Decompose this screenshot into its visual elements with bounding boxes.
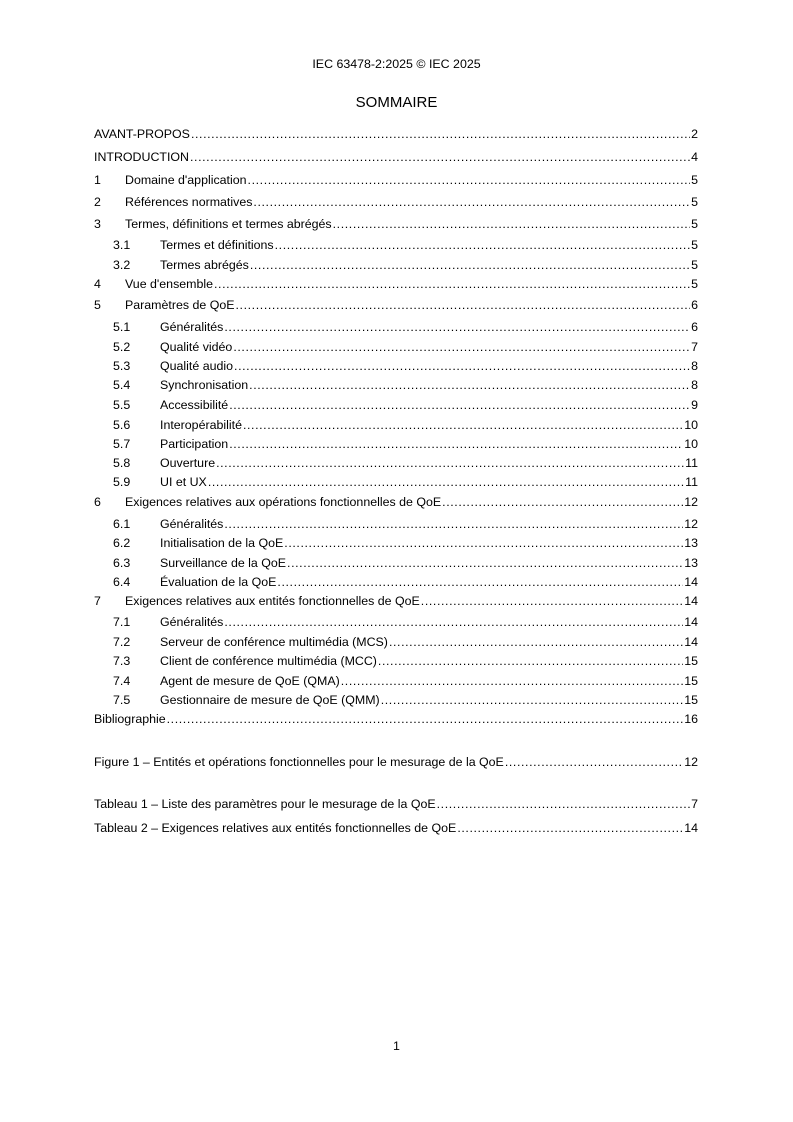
- toc-entry-label: Termes abrégés: [160, 258, 249, 272]
- dot-leader: [233, 339, 690, 355]
- toc-entry-page: 5: [691, 173, 698, 187]
- toc-entry-label: Initialisation de la QoE: [160, 536, 284, 550]
- toc-entry-number: 5.3: [113, 359, 131, 373]
- toc-entry[interactable]: [94, 297, 698, 313]
- toc-entry-page: 10: [684, 418, 698, 432]
- toc-entry-number: 3.1: [113, 238, 131, 252]
- dot-leader: [190, 149, 690, 165]
- toc-entry-label: Synchronisation: [160, 378, 249, 392]
- toc-entry[interactable]: [94, 535, 698, 551]
- toc-entry[interactable]: [94, 377, 698, 393]
- toc-entry-page: 15: [684, 654, 698, 668]
- toc-entry-label: Généralités: [160, 615, 224, 629]
- toc-entry-number: 4: [94, 277, 101, 291]
- toc-entry-label: Participation: [160, 437, 229, 451]
- toc-entry-page: 5: [691, 195, 698, 209]
- toc-entry-page: 14: [684, 575, 698, 589]
- toc-entry-number: 2: [94, 195, 101, 209]
- dot-leader: [224, 319, 690, 335]
- toc-entry-label: Tableau 2 – Exigences relatives aux entités fonctionnelles de QoE: [94, 821, 457, 835]
- table-list-entry[interactable]: [94, 820, 698, 836]
- toc-entry-page: 2: [691, 127, 698, 141]
- toc-entry-page: 12: [684, 755, 698, 769]
- dot-leader: [249, 377, 690, 393]
- dot-leader: [229, 436, 683, 452]
- document-header: IEC 63478-2:2025 © IEC 2025: [312, 57, 481, 71]
- dot-leader: [214, 276, 690, 292]
- toc-entry[interactable]: [94, 574, 698, 590]
- dot-leader: [243, 417, 683, 433]
- dot-leader: [248, 172, 691, 188]
- toc-entry-label: Exigences relatives aux opérations fonctionnelles de QoE: [125, 495, 442, 509]
- toc-entry[interactable]: [94, 216, 698, 232]
- toc-entry[interactable]: [94, 436, 698, 452]
- dot-leader: [381, 692, 684, 708]
- dot-leader: [216, 455, 684, 471]
- dot-leader: [442, 494, 683, 510]
- toc-entry-page: 6: [691, 298, 698, 312]
- dot-leader: [341, 673, 683, 689]
- toc-entry-number: 6.2: [113, 536, 131, 550]
- dot-leader: [253, 194, 690, 210]
- toc-entry[interactable]: [94, 397, 698, 413]
- dot-leader: [224, 516, 683, 532]
- toc-entry-page: 15: [684, 674, 698, 688]
- dot-leader: [277, 574, 683, 590]
- toc-entry-label: Serveur de conférence multimédia (MCS): [160, 635, 388, 649]
- toc-entry-number: 6.1: [113, 517, 131, 531]
- toc-entry[interactable]: [94, 692, 698, 708]
- toc-entry-number: 1: [94, 173, 101, 187]
- toc-entry[interactable]: [94, 339, 698, 355]
- toc-entry[interactable]: [94, 194, 698, 210]
- page-title: SOMMAIRE: [355, 94, 438, 111]
- dot-leader: [234, 358, 690, 374]
- dot-leader: [389, 634, 683, 650]
- toc-entry-page: 12: [684, 495, 698, 509]
- toc-entry-label: Évaluation de la QoE: [160, 575, 277, 589]
- toc-entry-label: Figure 1 – Entités et opérations fonctionnelles pour le mesurage de la QoE: [94, 755, 504, 769]
- dot-leader: [167, 711, 684, 727]
- toc-entry-label: Termes, définitions et termes abrégés: [125, 217, 332, 231]
- toc-entry[interactable]: [94, 593, 698, 609]
- toc-entry-page: 16: [684, 712, 698, 726]
- toc-entry-number: 7.5: [113, 693, 131, 707]
- toc-entry-number: 6: [94, 495, 101, 509]
- toc-entry-page: 5: [691, 258, 698, 272]
- toc-entry-number: 7.4: [113, 674, 131, 688]
- toc-entry-page: 5: [691, 217, 698, 231]
- toc-entry-number: 3.2: [113, 258, 131, 272]
- dot-leader: [284, 535, 683, 551]
- toc-entry[interactable]: [94, 711, 698, 727]
- toc-entry-label: Qualité vidéo: [160, 340, 233, 354]
- toc-entry-page: 8: [691, 359, 698, 373]
- toc-entry-page: 7: [691, 340, 698, 354]
- toc-entry-page: 13: [684, 536, 698, 550]
- toc-entry[interactable]: [94, 172, 698, 188]
- toc-entry-page: 6: [691, 320, 698, 334]
- dot-leader: [191, 126, 690, 142]
- toc-entry-number: 5.6: [113, 418, 131, 432]
- toc-entry-label: Généralités: [160, 517, 224, 531]
- toc-entry-label: Tableau 1 – Liste des paramètres pour le mesurage de la QoE: [94, 797, 436, 811]
- toc-entry[interactable]: [94, 614, 698, 630]
- toc-entry-number: 5.1: [113, 320, 131, 334]
- toc-entry-page: 9: [691, 398, 698, 412]
- dot-leader: [505, 754, 683, 770]
- dot-leader: [208, 474, 684, 490]
- toc-entry-label: Ouverture: [160, 456, 216, 470]
- toc-entry-label: Client de conférence multimédia (MCC): [160, 654, 377, 668]
- toc-entry-page: 13: [684, 556, 698, 570]
- toc-entry[interactable]: [94, 149, 698, 165]
- toc-entry[interactable]: [94, 417, 698, 433]
- toc-entry-page: 7: [691, 797, 698, 811]
- dot-leader: [437, 796, 690, 812]
- dot-leader: [287, 555, 683, 571]
- toc-entry-label: Références normatives: [125, 195, 253, 209]
- toc-entry-number: 3: [94, 217, 101, 231]
- toc-entry[interactable]: [94, 358, 698, 374]
- toc-entry[interactable]: [94, 653, 698, 669]
- toc-entry-label: Vue d'ensemble: [125, 277, 214, 291]
- toc-entry-label: Exigences relatives aux entités fonctionnelles de QoE: [125, 594, 420, 608]
- toc-entry-label: Bibliographie: [94, 712, 166, 726]
- toc-entry-page: 14: [684, 821, 698, 835]
- toc-entry[interactable]: [94, 516, 698, 532]
- toc-entry[interactable]: [94, 634, 698, 650]
- dot-leader: [457, 820, 683, 836]
- toc-entry[interactable]: [94, 319, 698, 335]
- toc-entry-number: 7.1: [113, 615, 131, 629]
- dot-leader: [224, 614, 683, 630]
- toc-entry-page: 5: [691, 238, 698, 252]
- dot-leader: [421, 593, 683, 609]
- toc-entry-number: 5.8: [113, 456, 131, 470]
- toc-entry-page: 15: [684, 693, 698, 707]
- figure-list-entry[interactable]: [94, 754, 698, 770]
- toc-entry-label: Interopérabilité: [160, 418, 242, 432]
- toc-entry-number: 5.2: [113, 340, 131, 354]
- toc-entry-label: Agent de mesure de QoE (QMA): [160, 674, 340, 688]
- toc-entry-number: 7.2: [113, 635, 131, 649]
- toc-entry-page: 5: [691, 277, 698, 291]
- toc-entry-label: AVANT-PROPOS: [94, 127, 190, 141]
- toc-entry-label: Gestionnaire de mesure de QoE (QMM): [160, 693, 380, 707]
- dot-leader: [333, 216, 690, 232]
- toc-entry[interactable]: [94, 494, 698, 510]
- toc-entry-number: 5.9: [113, 475, 131, 489]
- toc-entry-page: 14: [684, 615, 698, 629]
- toc-entry-label: Termes et définitions: [160, 238, 274, 252]
- toc-entry-label: Surveillance de la QoE: [160, 556, 287, 570]
- toc-entry-label: Qualité audio: [160, 359, 234, 373]
- toc-entry[interactable]: [94, 276, 698, 292]
- toc-entry-number: 6.4: [113, 575, 131, 589]
- table-list-entry[interactable]: [94, 796, 698, 812]
- dot-leader: [229, 397, 690, 413]
- toc-entry[interactable]: [94, 555, 698, 571]
- toc-entry-page: 4: [691, 150, 698, 164]
- page-number: 1: [393, 1039, 400, 1053]
- toc-entry-page: 14: [684, 594, 698, 608]
- toc-entry-page: 11: [685, 456, 698, 470]
- toc-entry[interactable]: [94, 257, 698, 273]
- toc-entry-page: 12: [684, 517, 698, 531]
- toc-entry-number: 7.3: [113, 654, 131, 668]
- toc-entry-page: 10: [684, 437, 698, 451]
- toc-entry-number: 5.5: [113, 398, 131, 412]
- toc-entry-label: UI et UX: [160, 475, 207, 489]
- dot-leader: [250, 257, 690, 273]
- toc-entry[interactable]: [94, 474, 698, 490]
- toc-entry-number: 5.7: [113, 437, 131, 451]
- toc-entry-page: 8: [691, 378, 698, 392]
- toc-entry[interactable]: [94, 673, 698, 689]
- toc-entry-number: 5: [94, 298, 101, 312]
- toc-entry-page: 11: [685, 475, 698, 489]
- toc-entry-label: Domaine d'application: [125, 173, 247, 187]
- toc-entry[interactable]: [94, 237, 698, 253]
- toc-entry[interactable]: [94, 455, 698, 471]
- toc-entry-label: Paramètres de QoE: [125, 298, 235, 312]
- dot-leader: [236, 297, 691, 313]
- toc-entry-label: INTRODUCTION: [94, 150, 189, 164]
- toc-entry-number: 7: [94, 594, 101, 608]
- toc-entry-number: 5.4: [113, 378, 131, 392]
- dot-leader: [378, 653, 683, 669]
- toc-entry-number: 6.3: [113, 556, 131, 570]
- toc-entry-page: 14: [684, 635, 698, 649]
- dot-leader: [275, 237, 690, 253]
- toc-entry-label: Généralités: [160, 320, 224, 334]
- toc-entry[interactable]: [94, 126, 698, 142]
- toc-entry-label: Accessibilité: [160, 398, 229, 412]
